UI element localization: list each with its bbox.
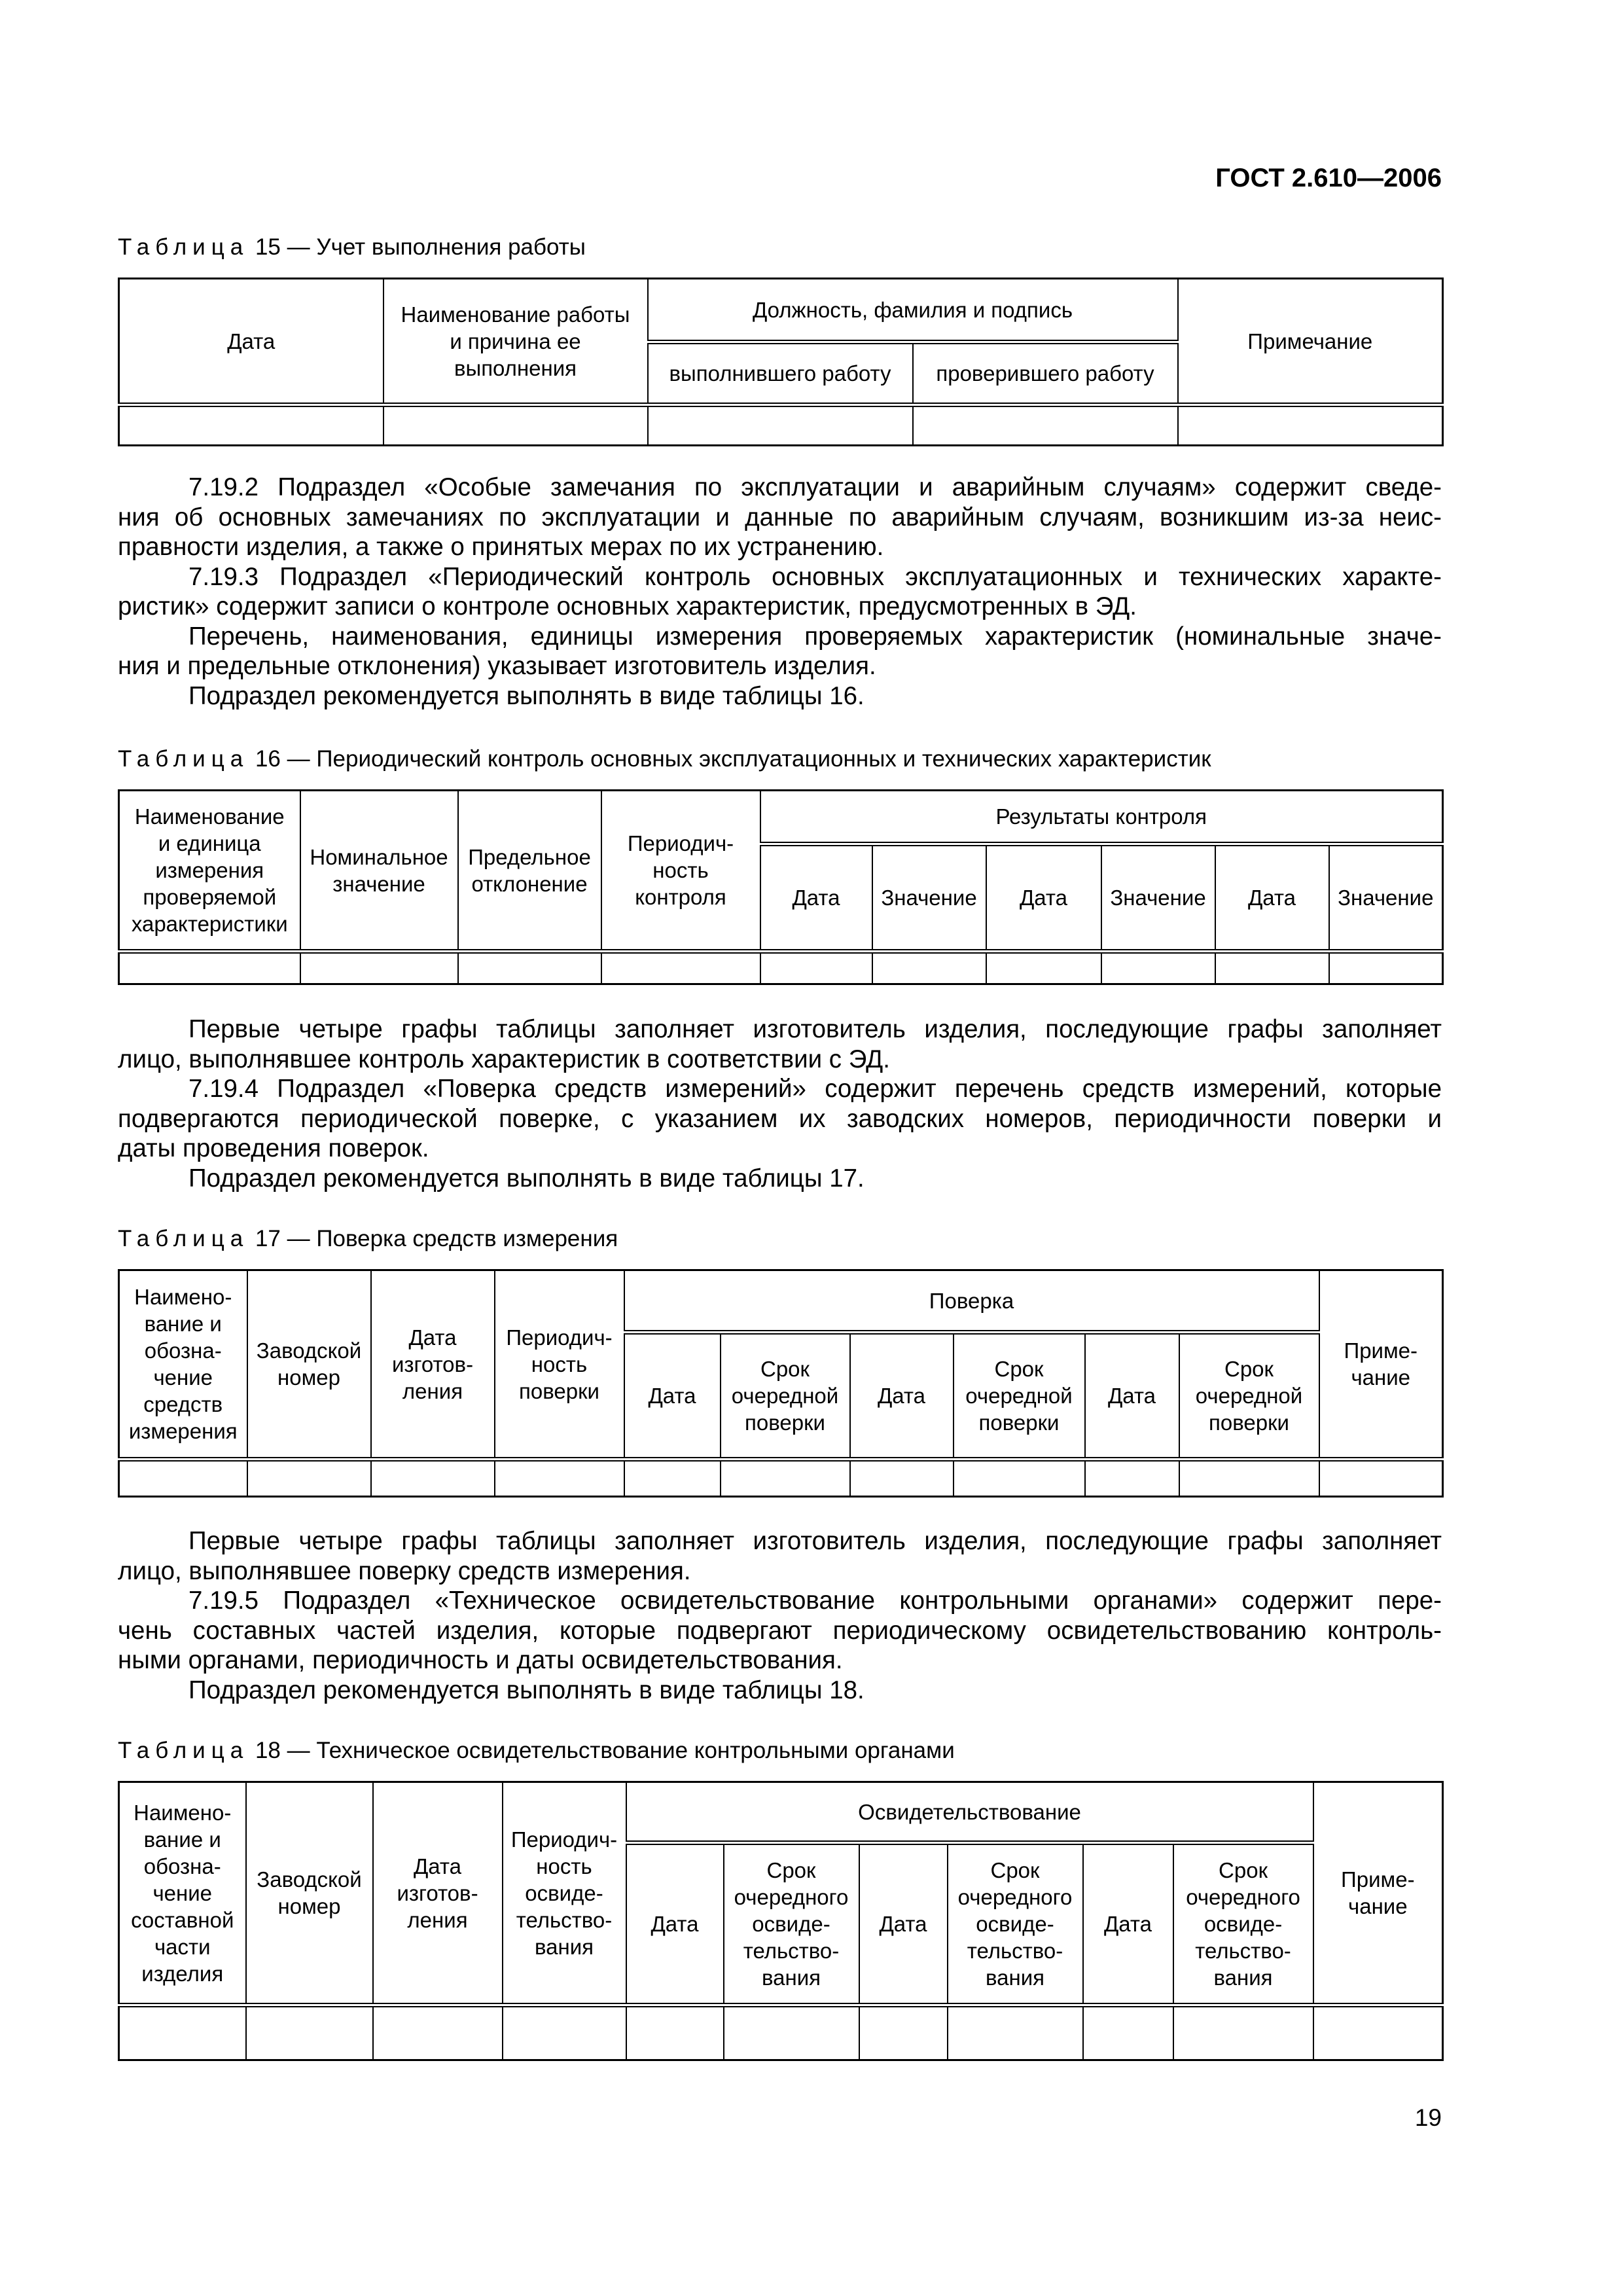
header-cell: Наименование и единица измерения проверяемой характеристики — [119, 791, 300, 952]
header-cell: Номинальное значение — [300, 791, 458, 952]
table-caption — [118, 1738, 955, 1764]
header-cell: Дата — [1215, 844, 1329, 952]
paragraph-line: даты проведения поверок. — [118, 1134, 429, 1162]
header-cell: Дата — [850, 1333, 954, 1460]
table-cell[interactable] — [495, 1460, 624, 1497]
header-cell: Дата — [986, 844, 1101, 952]
table-caption-number: 18 — [255, 1738, 281, 1763]
header-row — [119, 791, 1443, 844]
header-cell: Примечание — [1178, 279, 1443, 405]
table-cell[interactable] — [383, 405, 648, 446]
paragraph-line: подвергаются периодической поверке, с указанием их заводских номеров, периодичности поверки и — [118, 1104, 1442, 1133]
header-cell: Заводской номер — [246, 1782, 373, 2005]
paragraph-line: Подраздел рекомендуется выполнять в виде таблицы 18. — [188, 1676, 865, 1704]
header-row — [119, 1782, 1443, 1843]
table-cell[interactable] — [1319, 1460, 1443, 1497]
header-cell: Заводской номер — [247, 1270, 371, 1460]
table-caption-number: 17 — [255, 1226, 281, 1251]
table16-grid — [118, 789, 1444, 985]
body-text — [118, 1526, 1442, 1705]
table-cell[interactable] — [373, 2005, 503, 2060]
header-cell: Периодич- ность контроля — [601, 791, 760, 952]
table-caption-title: — Техническое освидетельствование контрольными органами — [287, 1738, 955, 1763]
paragraph-line: Первые четыре графы таблицы заполняет изготовитель изделия, последующие графы заполняет — [188, 1015, 1442, 1043]
body-text — [118, 473, 1442, 711]
table-cell[interactable] — [859, 2005, 948, 2060]
table-cell[interactable] — [624, 1460, 721, 1497]
header-cell: Освидетельствование — [626, 1782, 1313, 1843]
header-cell: Срок очередного освиде- тельство- вания — [1173, 1843, 1313, 2005]
paragraph-line: Перечень, наименования, единицы измерения проверяемых характеристик (номинальные значе- — [188, 622, 1442, 651]
table-cell[interactable] — [1179, 1460, 1319, 1497]
header-cell: Срок очередной поверки — [721, 1333, 850, 1460]
table-caption-label: Таблица — [118, 1738, 249, 1763]
header-cell: Срок очередного освиде- тельство- вания — [948, 1843, 1083, 2005]
header-cell: Дата — [1085, 1333, 1179, 1460]
table-caption-label: Таблица — [118, 234, 249, 260]
header-row — [119, 279, 1443, 342]
table-caption-number: 15 — [255, 234, 281, 260]
paragraph-line: чень составных частей изделия, которые подвергают периодическому освидетельствованию контроль- — [118, 1616, 1442, 1645]
page-number: 19 — [1414, 2104, 1442, 2131]
table-cell[interactable] — [913, 405, 1178, 446]
table-cell[interactable] — [1173, 2005, 1313, 2060]
table-caption-title: — Учет выполнения работы — [287, 234, 586, 260]
paragraph-line: правности изделия, а также о принятых мерах по их устранению. — [118, 533, 884, 561]
header-cell: Дата — [624, 1333, 721, 1460]
table-cell[interactable] — [724, 2005, 859, 2060]
table-caption-number: 16 — [255, 746, 281, 772]
table-row — [119, 952, 1443, 984]
header-cell: Предельное отклонение — [458, 791, 601, 952]
table-row — [119, 1460, 1443, 1497]
paragraph-line: ными органами, периодичность и даты освидетельствования. — [118, 1646, 843, 1674]
header-cell: Срок очередной поверки — [954, 1333, 1085, 1460]
header-cell: Результаты контроля — [760, 791, 1443, 844]
table-cell[interactable] — [119, 952, 300, 984]
table-cell[interactable] — [1178, 405, 1443, 446]
table-cell[interactable] — [1215, 952, 1329, 984]
header-cell: Дата изготов- ления — [373, 1782, 503, 2005]
table-caption-title: — Поверка средств измерения — [287, 1226, 618, 1251]
header-cell: проверившего работу — [913, 342, 1178, 405]
table-cell[interactable] — [371, 1460, 495, 1497]
table-caption — [118, 234, 586, 260]
header-cell: Дата — [626, 1843, 724, 2005]
table-caption-label: Таблица — [118, 1226, 249, 1251]
paragraph-line: лицо, выполнявшее поверку средств измерения. — [118, 1556, 691, 1585]
table15-grid — [118, 278, 1444, 446]
table-cell[interactable] — [1101, 952, 1215, 984]
paragraph-line: 7.19.4 Подраздел «Поверка средств измерений» содержит перечень средств измерений, которые — [188, 1075, 1442, 1103]
header-cell: Периодич- ность освиде- тельство- вания — [503, 1782, 626, 2005]
table-caption — [118, 746, 1211, 772]
header-row — [119, 1270, 1443, 1333]
header-cell: Поверка — [624, 1270, 1319, 1333]
paragraph-line: 7.19.3 Подраздел «Периодический контроль основных эксплуатационных и технических характе- — [188, 562, 1442, 591]
header-cell: Приме- чание — [1313, 1782, 1443, 2005]
table-cell[interactable] — [1085, 1460, 1179, 1497]
header-cell: Значение — [872, 844, 986, 952]
table18-grid — [118, 1781, 1444, 2061]
table-cell[interactable] — [721, 1460, 850, 1497]
body-text — [118, 1014, 1442, 1193]
table-cell[interactable] — [458, 952, 601, 984]
table-row — [119, 2005, 1443, 2060]
table-caption-label: Таблица — [118, 746, 249, 772]
paragraph-line: ния и предельные отклонения) указывает изготовитель изделия. — [118, 652, 876, 680]
paragraph-line: Подраздел рекомендуется выполнять в виде таблицы 16. — [188, 681, 865, 710]
paragraph-line: ристик» содержит записи о контроле основных характеристик, предусмотренных в ЭД. — [118, 592, 1137, 620]
table-cell[interactable] — [872, 952, 986, 984]
header-cell: Дата изготов- ления — [371, 1270, 495, 1460]
table-cell[interactable] — [119, 1460, 247, 1497]
header-cell: Срок очередного освиде- тельство- вания — [724, 1843, 859, 2005]
table-cell[interactable] — [1083, 2005, 1173, 2060]
header-cell: Периодич- ность поверки — [495, 1270, 624, 1460]
table-cell[interactable] — [503, 2005, 626, 2060]
table-cell[interactable] — [626, 2005, 724, 2060]
table-cell[interactable] — [1313, 2005, 1443, 2060]
table-cell[interactable] — [601, 952, 760, 984]
header-cell: Значение — [1329, 844, 1443, 952]
header-cell: Дата — [119, 279, 383, 405]
paragraph-line: лицо, выполнявшее контроль характеристик в соответствии с ЭД. — [118, 1045, 890, 1073]
paragraph-line: 7.19.2 Подраздел «Особые замечания по эксплуатации и аварийным случаям» содержит сведе- — [188, 473, 1442, 501]
table-row — [119, 405, 1443, 446]
table-caption — [118, 1226, 618, 1252]
header-cell: Приме- чание — [1319, 1270, 1443, 1460]
header-cell: Наименование работы и причина ее выполнения — [383, 279, 648, 405]
table-cell[interactable] — [246, 2005, 373, 2060]
paragraph-line: ния об основных замечаниях по эксплуатации и данные по аварийным случаям, возникшим из-за неис- — [118, 503, 1442, 531]
header-cell: выполнившего работу — [648, 342, 913, 405]
table-cell[interactable] — [119, 2005, 246, 2060]
header-cell: Дата — [859, 1843, 948, 2005]
table-cell[interactable] — [948, 2005, 1083, 2060]
table-cell[interactable] — [986, 952, 1101, 984]
table-cell[interactable] — [850, 1460, 954, 1497]
table-cell[interactable] — [760, 952, 872, 984]
header-cell: Срок очередной поверки — [1179, 1333, 1319, 1460]
paragraph-line: Подраздел рекомендуется выполнять в виде таблицы 17. — [188, 1164, 865, 1193]
header-cell: Значение — [1101, 844, 1215, 952]
table-cell[interactable] — [300, 952, 458, 984]
table-caption-title: — Периодический контроль основных эксплуатационных и технических характеристик — [287, 746, 1211, 772]
paragraph-line: Первые четыре графы таблицы заполняет изготовитель изделия, последующие графы заполняет — [188, 1527, 1442, 1555]
table-cell[interactable] — [954, 1460, 1085, 1497]
header-cell: Должность, фамилия и подпись — [648, 279, 1178, 342]
header-cell: Наимено- вание и обозна- чение составной части изделия — [119, 1782, 246, 2005]
table17-grid — [118, 1269, 1444, 1498]
table-cell[interactable] — [1329, 952, 1443, 984]
table-cell[interactable] — [119, 405, 383, 446]
paragraph-line: 7.19.5 Подраздел «Техническое освидетельствование контрольными органами» содержит пере- — [188, 1587, 1442, 1615]
document-designation: ГОСТ 2.610—2006 — [1215, 164, 1442, 192]
table-cell[interactable] — [247, 1460, 371, 1497]
header-cell: Дата — [1083, 1843, 1173, 2005]
header-cell: Дата — [760, 844, 872, 952]
table-cell[interactable] — [648, 405, 913, 446]
header-cell: Наимено- вание и обозна- чение средств измерения — [119, 1270, 247, 1460]
